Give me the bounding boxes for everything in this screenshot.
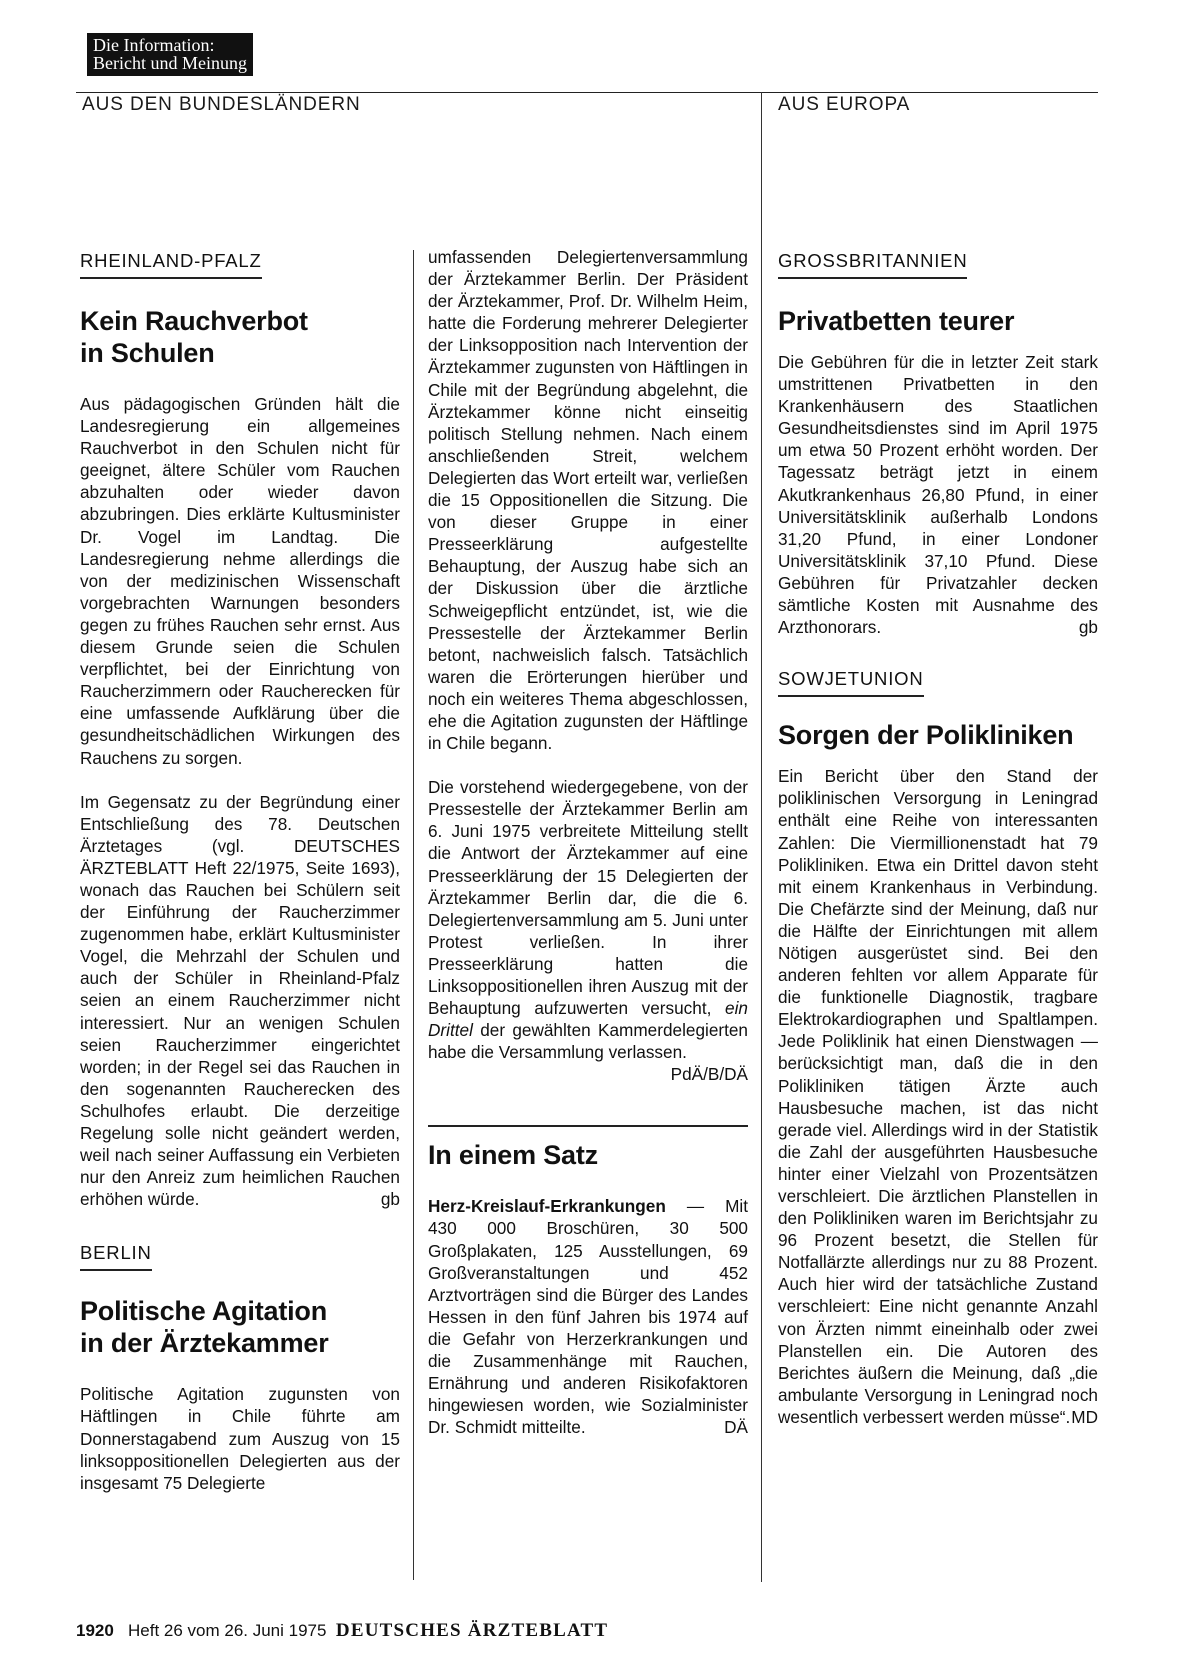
- issue-info: Heft 26 vom 26. Juni 1975: [128, 1621, 327, 1640]
- kicker-rheinland-pfalz: RHEINLAND-PFALZ: [80, 250, 262, 279]
- headline-sorgen-der-polikliniken: Sorgen der Polikliniken: [778, 720, 1074, 751]
- in-einem-satz-lead: Herz-Kreislauf-Erkrankungen: [428, 1196, 666, 1217]
- berlin-emphasis: ein Drittel: [428, 998, 748, 1041]
- section-label-right: AUS EUROPA: [778, 94, 911, 115]
- berlin-paragraph-1-start: Politische Agitation zugunsten von Häftlingen in Chile führte am Donnerstagabend zum Auszug von 15 linksoppositionellen Delegierten aus der insgesamt 75 Delegierte: [80, 1384, 400, 1493]
- column-3: [778, 250, 1098, 1428]
- in-einem-satz-signature: DÄ: [724, 1417, 748, 1438]
- berlin-paragraph-2: Die vorstehend wiedergegebene, von der Pressestelle der Ärztekammer Berlin am 6. Juni 1975 verbreitete Mitteilung stellt die Antwort der Ärztekammer auf eine Presseerklärung der 15 Delegierten der Ärztekammer Berlin dar, die die 6. Delegiertenversammlung am 5. Juni unter Protest verließen. In ihrer Presseerklärung hatten die Linksoppositionellen ihren Auszug mit der Behauptung aufzuwerten versucht, ein Drittel der gewählten Kammerdelegierten habe die Versammlung verlassen. PdÄ/B/DÄ: [428, 777, 748, 1085]
- headline-kein-rauchverbot: Kein Rauchverbot in Schulen: [80, 306, 308, 368]
- page-footer: [76, 1620, 608, 1642]
- headline-politische-agitation: Politische Agitation in der Ärztekammer: [80, 1296, 329, 1359]
- gb-signature: gb: [1078, 617, 1098, 638]
- brand-label: [87, 33, 253, 76]
- su-paragraph: Ein Bericht über den Stand der poliklinischen Versorgung in Leningrad enthält eine Reihe von interessanten Zahlen: Die Viermillionenstadt hat 79 Polikliniken. Etwa ein Drittel davon steht mit einem Krankenhaus in Verbindung. Die Chefärzte sind der Meinung, daß nur die Hälfte der Einrichtungen mit allem Nötigen ausgerüstet sind. Bei den anderen fehlten vor allem Apparate für die funktionelle Diagnostik, tragbare Elektrokardiographen und Spaltlampen. Jede Poliklinik hat einen Dienstwagen — berücksichtigt man, daß die in den Polikliniken tätigen Ärzte auch Hausbesuche machen, ist das nicht gerade viel. Allerdings wird in der Statistik die Zahl der ausgeführten Hausbesuche hinter einer Vielzahl von Prozentsätzen verschleiert. Die ärztlichen Planstellen in den Polikliniken waren im Berichtsjahr zu 96 Prozent besetzt, die Stellen für Notfallärzte allerdings nur zu 88 Prozent. Auch hier wird der tatsächliche Zustand verschleiert: Eine nicht genannte Anzahl von Ärzten nimmt eineinhalb oder zwei Planstellen ein. Die Autoren des Berichtes äußern die Meinung, daß „die ambulante Versorgung in Leningrad noch wesentlich verbessert werden müsse“. MD: [778, 766, 1098, 1427]
- gb-paragraph: Die Gebühren für die in letzter Zeit stark umstrittenen Privatbetten in den Krankenhäusern des Staatlichen Gesundheitsdienstes sind im April 1975 um etwa 50 Prozent erhöht worden. Der Tagessatz beträgt jetzt in einem Akutkrankenhaus 26,80 Pfund, in einer Universitätsklinik außerhalb Londons 31,20 Pfund, in einer Londoner Universitätsklinik 37,10 Pfund. Diese Gebühren für Privatzahler decken sämtliche Kosten mit Ausnahme des Arzthonorars. gb: [778, 352, 1098, 638]
- journal-name: DEUTSCHES ÄRZTEBLATT: [335, 1620, 609, 1641]
- rlp-signature: gb: [380, 1189, 400, 1210]
- kicker-grossbritannien: GROSSBRITANNIEN: [778, 250, 967, 279]
- in-einem-satz-text: Herz-Kreislauf-Erkrankungen — Mit 430 000 Broschüren, 30 500 Großplakaten, 125 Ausstellungen, 69 Großveranstaltungen und 452 Arztvorträgen sind die Bürger des Landes Hessen in den fünf Jahren bis 1974 auf die Gefahr von Herzerkrankungen und die Zusammenhänge mit Rauchen, Ernährung und anderen Risikofaktoren hingewiesen worden, wie Sozialminister Dr. Schmidt mitteilte. DÄ: [428, 1196, 748, 1438]
- rlp-paragraph-1: Aus pädagogischen Gründen hält die Landesregierung ein allgemeines Rauchverbot in den Schulen nicht für geeignet, ältere Schüler vom Rauchen abzuhalten oder wieder davon abzubringen. Dies erklärte Kultusminister Dr. Vogel im Landtag. Die Landesregierung nehme allerdings die von der medizinischen Wissenschaft vorgebrachten Warnungen besonders gegen zu frühes Rauchen sehr ernst. Aus diesem Grunde seien die Schulen verpflichtet, bei der Einrichtung von Raucherzimmern oder Raucherecken für eine umfassende Aufklärung über die gesundheitschädlichen Wirkungen des Rauchens zu sorgen.: [80, 394, 400, 768]
- column-divider-1: [413, 250, 414, 1580]
- column-divider-main: [761, 92, 762, 1582]
- headline-in-einem-satz: In einem Satz: [428, 1140, 598, 1171]
- kicker-berlin: BERLIN: [80, 1242, 152, 1271]
- page-number: 1920: [76, 1621, 114, 1640]
- header-rule: [76, 92, 1098, 93]
- berlin-paragraph-1-cont: umfassenden Delegiertenversammlung der Ärztekammer Berlin. Der Präsident der Ärztekammer, Prof. Dr. Wilhelm Heim, hatte die Forderung mehrerer Delegierter der Linksopposition nach Intervention der Ärztekammer zugunsten von Häftlingen in Chile mit der Begründung abgelehnt, die Ärztekammer könne nicht einseitig politisch Stellung nehmen. Nach einem anschließenden Streit, welchem Delegierten das Wort erteilt war, verließen die 15 Oppositionellen die Sitzung. Die von dieser Gruppe in einer Presseerklärung aufgestellte Behauptung, der Auszug habe sich an der Diskussion über die ärztliche Schweigepflicht entzündet, ist, wie die Pressestelle der Ärztekammer Berlin betont, nachweislich falsch. Tatsächlich waren die Erörterungen hierüber und noch ein weiteres Thema abgeschlossen, ehe die Agitation zugunsten der Häftlinge in Chile begann.: [428, 247, 748, 754]
- in-einem-satz-rule: [428, 1125, 748, 1127]
- column-2: [428, 246, 748, 1438]
- headline-privatbetten: Privatbetten teurer: [778, 306, 1015, 336]
- kicker-sowjetunion: SOWJETUNION: [778, 668, 924, 697]
- section-label-left: AUS DEN BUNDESLÄNDERN: [82, 94, 361, 115]
- rlp-paragraph-2: Im Gegensatz zu der Begründung einer Entschließung des 78. Deutschen Ärztetages (vgl. DEUTSCHES ÄRZTEBLATT Heft 22/1975, Seite 1693), wonach das Rauchen bei Schülern seit der Einführung der Raucherzimmer zugenommen habe, erklärt Kultusminister Vogel, die Mehrzahl der Schulen und auch der Schüler in Rheinland-Pfalz seien an einem Raucherzimmer nicht interessiert. Nur an wenigen Schulen seien Raucherzimmer eingerichtet worden; in der Regel sei das Rauchen in den sogenannten Raucherecken des Schulhofes erlaubt. Die derzeitige Regelung solle nicht geändert werden, weil nach seiner Auffassung ein Verbieten nur den Anreiz zum heimlichen Rauchen erhöhen würde. gb: [80, 791, 400, 1210]
- brand-line-2: Bericht und Meinung: [93, 53, 247, 73]
- su-signature: MD: [1071, 1406, 1098, 1427]
- berlin-signature: PdÄ/B/DÄ: [670, 1064, 748, 1085]
- column-1: [80, 250, 400, 1494]
- brand-line-1: Die Information:: [93, 35, 215, 55]
